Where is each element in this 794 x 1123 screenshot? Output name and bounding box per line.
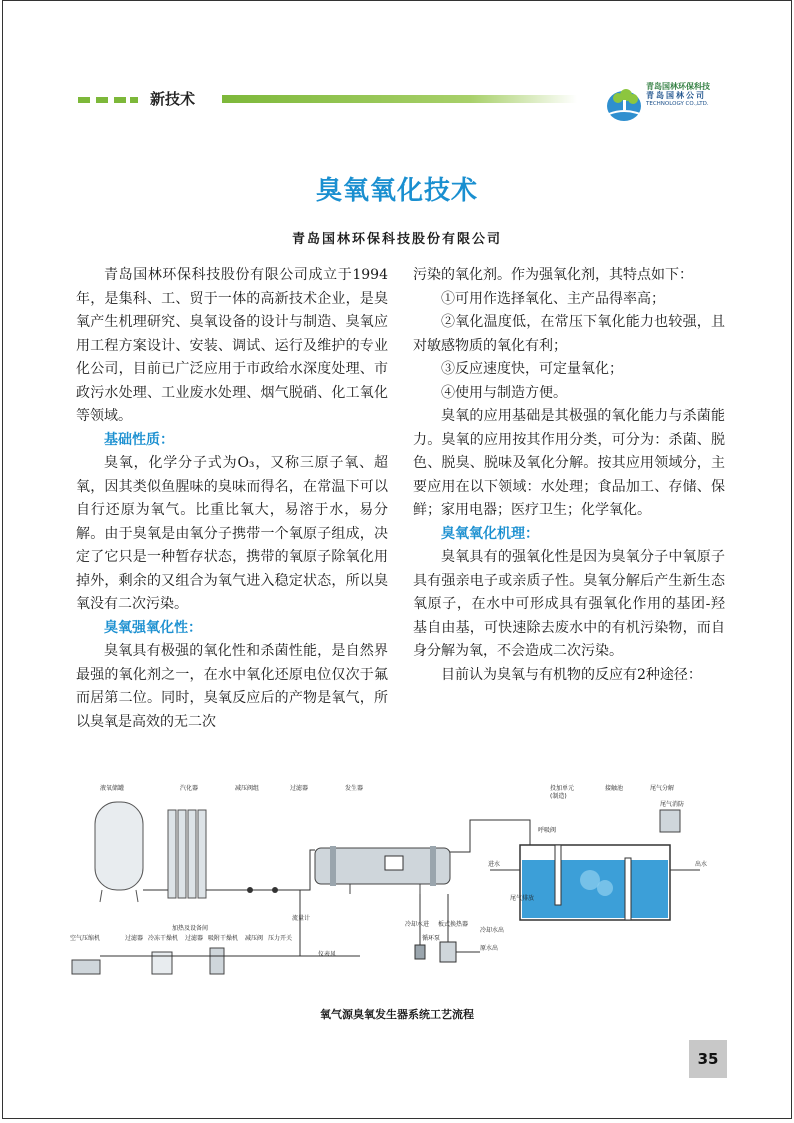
- process-flow-diagram: [60, 780, 740, 1005]
- feature-item: ①可用作选择氧化、主产品得率高；: [441, 290, 665, 307]
- label-cooling-out: 冷却水出: [480, 927, 505, 934]
- label-check-valve: 呼吸阀: [538, 827, 557, 834]
- section-label: 新技术: [150, 90, 196, 108]
- logo-text-line1: 青岛国林环保科技: [646, 82, 710, 91]
- paragraph-strong-oxidation: 臭氧具有极强的氧化性和杀菌性能，是自然界最强的氧化剂之一，在水中氧化还原电位仅次于氟而居第二位。同时，臭氧反应后的产物是氧气，所以臭氧是高效的无二次: [76, 643, 388, 730]
- intro-paragraph: 青岛国林环保科技股份有限公司成立于1994年，是集科、工、贸于一体的高新技术企业，是臭氧产生机理研究、臭氧设备的设计与制造、臭氧应用工程方案设计、安装、调试、运行及维护的专业化公司，目前已广泛应用于市政给水深度处理、市政污水处理、工业废水处理、烟气脱硝、化工氧化等领域。: [76, 267, 388, 424]
- paragraph-applications: 臭氧的应用基础是其极强的氧化能力与杀菌能力。臭氧的应用按其作用分类，可分为：杀菌、脱色、脱臭、脱味及氧化分解。按其应用领域分，主要应用在以下领域：水处理；食品加工、存储、保鲜；家用电器；医疗卫生；化学氧化。: [413, 408, 725, 518]
- label-pump: 循环泵: [422, 935, 441, 942]
- label-air-unit: 加热及设备间: [172, 925, 209, 932]
- label-compressor: 空气压缩机: [70, 935, 101, 942]
- label-cooling-in: 冷却水进: [405, 921, 430, 928]
- label-reducer: 减压阀组: [235, 785, 260, 792]
- label-tank: 液氧储罐: [100, 785, 125, 792]
- paragraph-basic-properties: 臭氧，化学分子式为O₃，又称三原子氧、超氧，因其类似鱼腥味的臭味而得名，在常温下可以自行还原为氧气。比重比氧大，易溶于水，易分解。由于臭氧是由氧分子携带一个氧原子组成，决定了它只是一种暂存状态，携带的氧原子除氧化用掉外，剩余的又组合为氧气进入稳定状态，所以臭氧没有二次污染。: [76, 455, 388, 612]
- article-author: 青岛国林环保科技股份有限公司: [291, 232, 502, 247]
- label-water-out2: 原水出: [480, 945, 499, 952]
- left-column: [76, 264, 388, 734]
- label-generator: 发生器: [345, 785, 364, 792]
- ozone-generator-icon: [315, 846, 450, 894]
- feature-item: ③反应速度快，可定量氧化；: [441, 361, 623, 377]
- dryer-icon: [152, 952, 172, 974]
- label-gauge: 压力开关: [268, 935, 293, 942]
- label-vaporizer: 汽化器: [180, 785, 199, 792]
- label-destructor: 尾气分解: [650, 785, 675, 792]
- logo-text-line2: 青岛国林公司: [646, 91, 706, 100]
- heading-basic-properties: 基础性质：: [104, 431, 174, 448]
- adsorber-icon: [210, 948, 224, 974]
- feature-item: ②氧化温度低，在常压下氧化能力也较强，且对敏感物质的氧化有利；: [413, 314, 725, 354]
- label-flowmeter: 流量计: [292, 915, 311, 922]
- heading-strong-oxidation: 臭氧强氧化性：: [104, 619, 202, 636]
- vaporizer-icon: [168, 810, 206, 898]
- logo-text-line3: TECHNOLOGY CO.,LTD.: [646, 101, 709, 107]
- contact-tank-icon: [520, 845, 670, 920]
- reducer-valve-icon: [247, 887, 253, 893]
- label-heat-exchanger: 板式换热器: [438, 921, 469, 928]
- paragraph-continuation: 污染的氧化剂。作为强氧化剂，其特点如下：: [413, 267, 693, 283]
- right-column: [413, 264, 725, 687]
- label-filter3: 过滤器: [185, 935, 204, 942]
- diagram-caption: 氧气源臭氧发生器系统工艺流程: [320, 1008, 474, 1021]
- article-title: 臭氧氧化技术: [315, 176, 478, 206]
- page-number: 35: [689, 1040, 727, 1078]
- label-dryer: 冷冻干燥机: [148, 935, 179, 942]
- label-filter: 过滤器: [290, 785, 309, 792]
- label-air-pipe: 仪表风: [318, 951, 337, 958]
- heat-exchanger-icon: [440, 942, 456, 962]
- pump-icon: [415, 945, 425, 959]
- label-tail-unit: 尾气消防: [660, 801, 685, 808]
- filter-valve-icon: [272, 887, 278, 893]
- label-contact: 接触池: [605, 785, 624, 792]
- label-water-out: 出水: [695, 861, 708, 868]
- lox-tank-icon: [95, 802, 143, 902]
- label-adsorber: 吸附干燥机: [208, 935, 239, 942]
- label-valve: 减压阀: [245, 935, 264, 942]
- label-dosing: 投加单元: [550, 785, 575, 792]
- paragraph-pathways: 目前认为臭氧与有机物的反应有2种途径：: [441, 666, 702, 683]
- label-filter2: 过滤器: [125, 935, 144, 942]
- label-water-in: 进水: [488, 861, 501, 868]
- tail-gas-unit-icon: [660, 810, 680, 832]
- heading-mechanism: 臭氧氧化机理：: [441, 525, 539, 542]
- compressor-icon: [72, 960, 100, 974]
- paragraph-mechanism: 臭氧具有的强氧化性是因为臭氧分子中氧原子具有强亲电子或亲质子性。臭氧分解后产生新生态氧原子，在水中可形成具有强氧化作用的基团-羟基自由基，可快速除去废水中的有机污染物，而自身分解为氧，不会造成二次污染。: [413, 549, 725, 659]
- label-dosing-sub: (制造): [550, 793, 567, 800]
- feature-item: ④使用与制造方便。: [441, 384, 567, 401]
- label-oxygen-out: 尾气排放: [510, 895, 535, 902]
